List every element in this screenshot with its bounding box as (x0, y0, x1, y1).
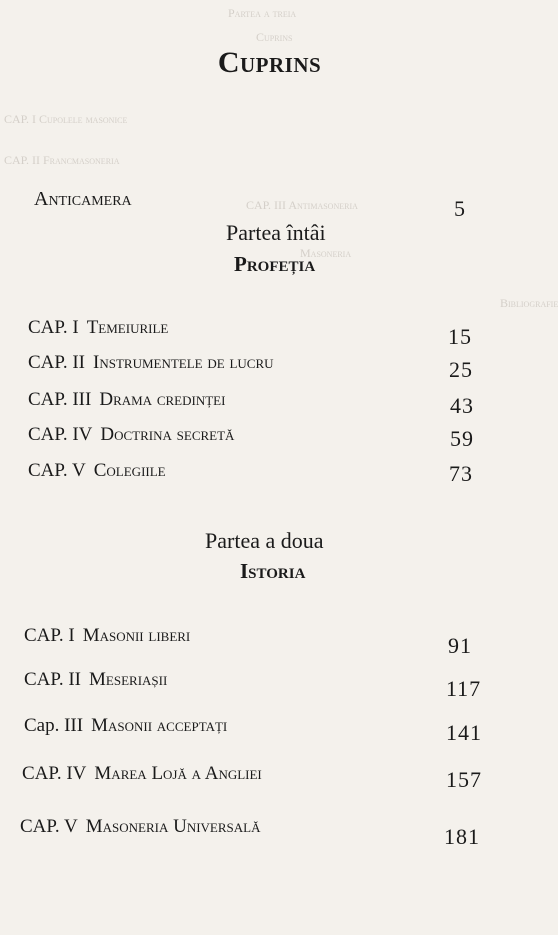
bleed-through-text: Cuprins (256, 30, 293, 44)
chapter-name: Masonii liberi (82, 625, 191, 646)
chapter-name: Temeiurile (86, 317, 169, 338)
chapter-name: Meseriașii (89, 669, 168, 690)
toc-entry (24, 669, 167, 691)
toc-entry (22, 763, 262, 785)
chapter-number: CAP. IV (22, 763, 87, 784)
chapter-page: 15 (448, 324, 472, 349)
chapter-number: Cap. III (24, 715, 84, 736)
chapter-page: 73 (449, 461, 473, 486)
bleed-through-text: CAP. II Francmasoneria (4, 153, 120, 167)
toc-entry (24, 625, 190, 647)
chapter-name: Masoneria Universală (85, 816, 261, 837)
chapter-page: 141 (446, 720, 482, 745)
chapter-name: Colegiile (93, 460, 166, 481)
bleed-through-text: Partea a treia (228, 6, 297, 20)
bleed-through-text: CAP. I Cupolele masonice (4, 112, 128, 126)
chapter-number: CAP. II (28, 352, 86, 373)
chapter-page: 181 (444, 824, 480, 849)
part-1-title: Profeția (234, 252, 316, 276)
toc-entry (28, 317, 168, 339)
chapter-number: CAP. V (28, 460, 86, 481)
chapter-page: 59 (450, 426, 474, 451)
chapter-name: Marea Lojă a Angliei (94, 763, 262, 784)
chapter-page: 157 (446, 767, 482, 792)
chapter-page: 43 (450, 393, 474, 418)
bleed-through-text: CAP. III Antimasoneria (246, 198, 358, 212)
toc-entry (24, 715, 227, 737)
toc-entry (20, 816, 261, 838)
bleed-through-text: Bibliografie (500, 296, 558, 310)
toc-entry (28, 389, 225, 411)
anticamera-page: 5 (454, 196, 466, 221)
toc-entry (28, 460, 166, 482)
chapter-page: 25 (449, 357, 473, 382)
part-2-title: Istoria (240, 559, 306, 583)
chapter-name: Instrumentele de lucru (93, 352, 274, 373)
chapter-number: CAP. II (24, 669, 82, 690)
part-2-label: Partea a doua (205, 528, 324, 553)
chapter-name: Doctrina secretă (100, 424, 235, 445)
chapter-number: CAP. V (20, 816, 78, 837)
chapter-page: 91 (448, 633, 472, 658)
chapter-name: Masonii acceptați (91, 715, 228, 736)
bleed-through-text: Masoneria (300, 246, 352, 260)
chapter-number: CAP. I (24, 625, 75, 646)
toc-entry (28, 424, 234, 446)
chapter-page: 117 (446, 676, 482, 701)
chapter-number: CAP. I (28, 317, 79, 338)
chapter-number: CAP. IV (28, 424, 93, 445)
part-1-label: Partea întâi (226, 220, 326, 245)
anticamera-label: Anticamera (34, 188, 132, 210)
chapter-name: Drama credinței (99, 389, 226, 410)
toc-title: Cuprins (217, 46, 322, 79)
toc-entry (28, 352, 274, 374)
chapter-number: CAP. III (28, 389, 92, 410)
